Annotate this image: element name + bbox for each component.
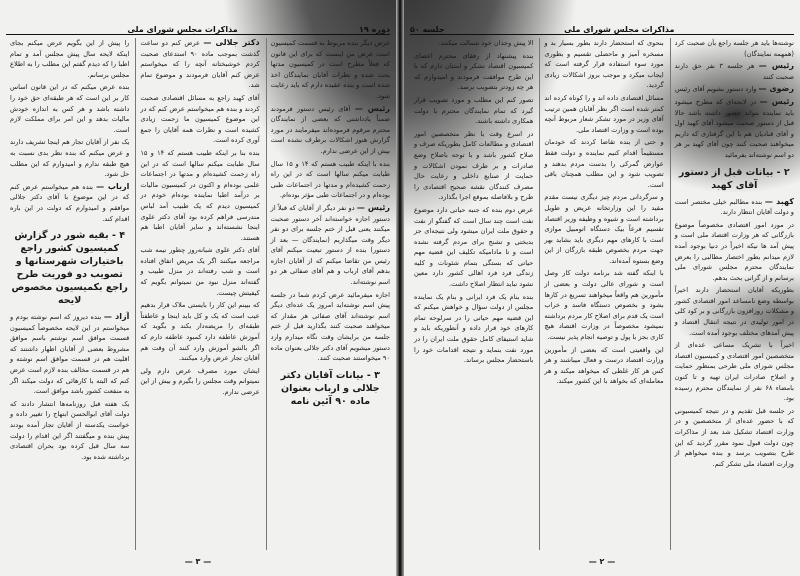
paragraph-text: و حتی از بنده تقاضا کردند که خودمان مستقیماً اقدام کنیم نماینده و دولت فقط عوارض گمرکی را بدست مردم بدهند و تصویب شود و این مطلب همچنان باقی است. bbox=[544, 138, 664, 189]
text-column bbox=[539, 38, 663, 550]
paragraph-text: بنده بنام یک فرد ایرانی و بنام یک نماینده مجلس از دولت سؤال و خواهش میکنم که این قضیه مهم حیاتی را در سرلوحه تمام کارهای خود قرار داده و آنطوریکه باید و شاید استیفای کامل حقوق ملت ایران را در مورد نفت بنماید و نتیجه اقدامات خود را باستحضار مجلس برساند. bbox=[414, 292, 534, 365]
paragraph-text: با اینکه گفته شد برنامه دولت کار وصل است و شورای عالی دولت و بعضی از مأمورین هم واقعاً میخواهند تسریع در کارها بشود و بخصوص دستگاه فاسد و خراب است یک قدم برای اصلاح کار مردم برداشته نمیشود مخصوصاً در وزارت اقتصاد هیچ کاری بجز با پول و توصیه انجام پذیر نیست. bbox=[544, 269, 664, 342]
paragraph-text: در اسرع وقت با نظر متخصصین امور اقتصادی و مطالعات کامل بطوریکه صرف و صلاح کشور باشد و با توجه باصلاح وضع صادرات و بر طرف نمودن اشکالات و حمایت از صنایع داخلی و رعایت حال مصرف کنندگان نقشه صحیح اقتصادی را طرح و بلافاصله بموقع اجرا بگذارد. bbox=[414, 129, 534, 202]
paragraph bbox=[675, 285, 794, 338]
paragraph-text: این واقعیتی است که بعضی از مأمورین وزارت اقتصاد درست و فعال میباشند و هر کس هر کار غلطی که میخواهد میکند و هر معامله‌ای که بخواهد با این کشور میکند. bbox=[544, 345, 664, 386]
paragraph-text: اخیراً با تشریک مساعی عده‌ای از متخصصین امور اقتصادی و کمیسیون اقتصاد مجلس شورای ملی طرحی بمنظور حمایت و اصلاح صادرات ایران تهیه و تا کنون بامضاء ۶۸ نفر از نمایندگان محترم رسیده بود. bbox=[674, 341, 794, 403]
paragraph bbox=[140, 245, 259, 298]
paragraph-text: عرض دیگر بنده مربوط به قسمت کمیسیون است عرض من اینست که برای این قانون که فعلاً مطرح است در کمیسیون مدتها بحث شده و نظرات آقایان نمایندگان اخذ شده است و بنده عقیده دارم که باید رعایت شود. bbox=[270, 39, 390, 100]
paragraph-text: دو نفر دیگر از آقایان که قبلاً از دستور اجازه خواسته‌اند آخر دستور صحبت میکنند یعنی قبل از ختم جلسه برای دو نفر دیگر وقت میگذاریم (نمایندگان — بعد از دستور) بنده از دستور تبعیت میکنم آقای رئیس من تقاضا میکنم که از آقایان اجازه بدهم آقای ارباب و هم آقای صفائی هر دو اسم نوشته‌اند. bbox=[270, 203, 390, 287]
paragraph-text: ایشان مورد مصرف عرض دارم ولی نمیتوانم وقت مجلس را بگیرم و بیش از این عرضی ندارم. bbox=[140, 366, 260, 396]
paragraph-text: مسائل اقتصادی داده اند و را کوتاه کرده اند کمتر شده است اگر نظر آقایان همین ترتیب آقای وزیر در مورد تشکر شعار مربوط آنچه بوده است و وزارت اقتصاد ملی. bbox=[544, 93, 664, 134]
paragraph-text: بطوریکه آقایان استحضار دارند اخیراً بواسطه وضع نامساعد امور اقتصادی کشور و مشکلات روزافزون بازرگانی و بر کود کلی در امور تولیدی در نتیجه انتقال اقتصاد و پیش آمدهای مختلف بوجود آمده است. bbox=[674, 286, 794, 337]
paragraph bbox=[544, 38, 663, 91]
paragraph bbox=[271, 290, 390, 364]
paragraph-text: آقای رئیس دستور فرمودند ضمناً یادداشتی که بعضی از نمایندگان محترم مرقوم فرموده‌اند میفرمایند در مورد گزارش هنوز اشکالات برطرف نشده است بیش از این عرضی ندارم. bbox=[270, 104, 390, 155]
paragraph-text: در لایحه‌ای که مطرح میشود باید نماینده بتواند حضور داشته باشد حالا قبل از دستور صحبت میشود آقای کهبد اول و آقای قنادیان هم با این گرفتاری که داریم میخواهند صحبت کنند چون آقای کهبد بر هر دو اسم نوشته‌اند بفرمائید bbox=[674, 97, 794, 159]
session-number: جلسه ۵۰ bbox=[410, 25, 445, 34]
paragraph-text: آقای کهبد راجع به مسائل اقتصادی صحبت کردند و بنده هم میخواستم عرض کنم که در این موضوع کمیسیون ما زحمت زیادی کشیده است و نظرات همه آقایان را جمع آوری کرده است. bbox=[140, 93, 260, 145]
paragraph-text: بنده با اینکه طبیب هستم که ۱۴ و ۱۵ سال طبابت میکنم سالها است که در این راه زحمت کشیده‌ام و مدتها در اجتماعات طبی بوده‌ام و در اجتماعات طبی مؤثر بوده‌ام. bbox=[270, 159, 390, 200]
text-column bbox=[670, 38, 794, 550]
paragraph bbox=[10, 399, 129, 463]
publication-title: مذاکرات مجلس شورای ملی bbox=[564, 25, 675, 34]
paragraph-text: نوشته‌ها باید هر جلسه راجع بآن صحبت کرد (همهمه نمایندگان) bbox=[674, 39, 794, 58]
text-column bbox=[135, 38, 259, 550]
paragraph-text: عرض دوم بنده که جنبه حیاتی دارد موضوع نفت است چند سال است که گفتگو از نفت و حقوق ملت ایران میشود ولی نتیجه‌ای جز بدبختی و تشنج برای مردم گرفته نشده است و تا مادامیکه تکلیف این قضیه مهم حیاتی که بستگی بتمام شئونات و کلیه زندگی فرد فرد اهالی کشور دارد معین نشود نباید انتظار اصلاح داشت. bbox=[414, 205, 534, 289]
text-column bbox=[266, 38, 390, 550]
paragraph-text: بنده دیروز که اسم نوشته بودم و میخواستم در این لایحه مخصوصاً کمیسیون قسمت موافق اسم نوشتم باسم موافق مشروط بعضی از آقایان اظهار داشتند که اقلیت هم در قسمت موافق اسم نوشته و هم در قسمت مخالف بنده لازم است عرض کنم که البته با کارهائی که دولت میکند اگر به منفعت کشور باشد موافق است. bbox=[10, 313, 130, 396]
paragraph bbox=[140, 366, 259, 398]
paragraph bbox=[544, 137, 663, 190]
paragraph-text: بنده بنا بر اینکه طبیب هستم که ۱۴ و ۱۵ سال طبابت میکنم سالها است که در این راه زحمت کشیده‌ام و مدتها در اجتماعات علمی بوده‌ام و اکنون در کمیسیون مالیات بر درآمد اطبا نماینده بوده‌ام خودم در کمیسیون دیدم که یک طبیب آمد لباس مندرسی فراهم کرده بود آقای دکتر علوی اینجا نشسته‌اند و سایر آقایان اطبا هم هستند. bbox=[140, 148, 260, 242]
speaker-name: دکتر جلالی — bbox=[203, 38, 260, 47]
paragraph bbox=[675, 197, 794, 218]
paragraph-text: آقای دکتر علوی شبانه‌روز چطور نیمه شب مراجعه میکنند اگر یک مریض اتفاق افتاده است و شب رفته‌اند در منزل طبیب و گفته‌اند منزل نبود من نمیتوانم بگویم که کیفیتش چیست. bbox=[140, 246, 260, 297]
right-page-header bbox=[410, 22, 794, 35]
right-page bbox=[404, 0, 800, 576]
paragraph bbox=[271, 203, 390, 288]
paragraph bbox=[675, 406, 794, 470]
paragraph bbox=[675, 220, 794, 284]
paragraph-text: هر جلسه ۳ نفر حق دارند صحبت کنند bbox=[674, 62, 794, 81]
paragraph-text: وارد دستور بشویم آقای رئیس bbox=[674, 85, 757, 94]
page-number: — ۳ — bbox=[184, 557, 212, 566]
paragraph-text: یک هفته قبل روزنامه‌ها انتشار دادند که دولت آقای ابوالحسن ابتهاج را تغییر داده و خواست یکدسته از آقایان تجار آمده بودند پیش بنده و میگفتند اگر این اقدام را دولت سه سال قبل کرده بود بحران اقتصادی برداشته شده بود. bbox=[10, 399, 130, 461]
paragraph-text: در جلسه قبل تقدیم و در نتیجه کمیسیونی که با حضور عده‌ای از متخصصین و در وزارت اقتصاد تشکیل شد بعد از مذاکرات چون دولت قبول نمود مقرر گردید که این طرح بتصویب برسد و بنده میخواهم از وزارت اقتصاد ملی تشکر کنم. bbox=[674, 406, 794, 468]
paragraph bbox=[414, 95, 533, 127]
speaker-name: رضوی — bbox=[758, 84, 794, 94]
right-page-columns bbox=[410, 38, 794, 550]
paragraph-text: در مورد امور اقتصادی مخصوصاً موضوع بازرگانی که هر وزارت اقتصاد ملی است و پیش آمد ها نیکه اخیراً در دنیا بوجود آمده لازم میدانم بطور اختصار مطالبی را بعرض نمایندگان محترم مجلس شورای ملی برسانم و از گرانی بحث بدهم. bbox=[674, 220, 794, 282]
paragraph-text: را پیش از این بگویم عرض میکنم بجای اینکه لایحه سال پیش مجلس آمد و تمام اطبا را که دیدم گفتم این مطلب را به اطلاع مجلس برسانم. bbox=[10, 39, 130, 79]
paragraph bbox=[675, 340, 794, 404]
speaker-name: رئیس — bbox=[354, 103, 390, 113]
paragraph bbox=[271, 159, 390, 201]
text-column bbox=[410, 38, 533, 550]
paragraph bbox=[414, 129, 533, 203]
speaker-name: رئیس — bbox=[759, 96, 794, 106]
paragraph bbox=[675, 84, 794, 95]
paragraph bbox=[544, 345, 663, 387]
paragraph bbox=[140, 148, 259, 243]
paragraph bbox=[10, 312, 129, 397]
paragraph bbox=[10, 38, 129, 80]
paragraph bbox=[544, 93, 663, 135]
publication-title: مذاکرات مجلس شورای ملی bbox=[127, 25, 238, 34]
speaker-name: رئیس — bbox=[758, 61, 794, 71]
left-page-columns bbox=[6, 38, 390, 550]
speaker-name: کهبد — bbox=[764, 196, 794, 206]
paragraph-text: الا پیش وجدان خود شمالت میکنند. bbox=[438, 39, 534, 47]
paragraph-text: بنده عرض میکنم که در این قانون اساس کار بر این است که هر طبقه‌ای حق خود را داشته باشد و هر کس به اندازه خودش مالیات بدهد و این امر برای مملکت لازم است. bbox=[10, 83, 130, 134]
paragraph bbox=[271, 104, 390, 157]
paragraph bbox=[544, 268, 663, 342]
section-heading: ۴ - بقیه شور در گزارش کمیسیون کشور راجع باختیارات شهرستانها و تصویب دو فوریت طرح راجع بکمیسیون مخصوص لایحه bbox=[11, 230, 128, 307]
paragraph-text: تصور کنم این مطلب و مورد تصویب قرار گیرد که تمام نمایندگان محترم با دولت همکاری داشته باشند. bbox=[414, 95, 534, 126]
speaker-name: آزاد — bbox=[103, 312, 130, 322]
paragraph-text: یک نفر از آقایان تجار هم اینجا تشریف دارند و عرض میکنم که بنده نظر بدی نسبت به هیچ طبقه ندارم و امیدوارم که این مطلب حل شود. bbox=[10, 138, 130, 179]
paragraph bbox=[140, 300, 259, 364]
page-gutter bbox=[396, 0, 404, 576]
paragraph-text: بنده پیشنهاد از رفقای محترم اعضای کمیسیون اقتصاد تشکر و امتنان دارم که با این طرح موافقت فرمودند و امیدوارم که هر چه زودتر بتصویب برسد. bbox=[414, 51, 534, 92]
paragraph-text: و سرگردانی مردم چیز دیگری نیست مقدم مقید را این وزارتخانه عریض و طویل برداشته است و شیوه و وظیفه وزیر اقتصاد تقسیم فرعاً بیک دستگاه اتومبیل موازی است با کارهای مهم دیگری باید بشاید بهر جهت مردم بخصوص طبقه بازرگان از این وضع بستوه آمده‌اند. bbox=[544, 193, 664, 265]
paragraph bbox=[10, 137, 129, 179]
paragraph bbox=[140, 38, 259, 91]
section-heading: ۳ - بیانات آقایان دکتر جلالی و ارباب بعنوان ماده ۹۰ آئین نامه bbox=[280, 369, 380, 407]
paragraph bbox=[140, 93, 259, 146]
paragraph-text: بنده مطالبم خیلی مختصر است و دولت آقایان انتظار دارند. bbox=[674, 197, 794, 217]
paragraph bbox=[675, 97, 794, 161]
paragraph bbox=[675, 38, 794, 59]
paragraph-text: اجازه میفرمائید عرض کردم شما در جلسه پیش اسم نوشته‌اید امروز یک عده‌ای دیگر اسم نوشته‌اند آقای صفائی هر مقدار که میخواهند صحبت کنند بگذارید قبل از ختم جلسه من برایشان وقت نگاه میدارم وارد دستور میشویم آقای دکتر جلالی بعنوان ماده ۹۰ میخواستند صحبت کنند. bbox=[270, 290, 390, 363]
section-heading: ۲ - بیانات قبل از دستور آقای کهبد bbox=[678, 166, 790, 191]
issue-number: دوره ۱۹ bbox=[359, 25, 390, 34]
left-page bbox=[0, 0, 396, 576]
paragraph-text: عرض کنم دو ساعت گذشت بموجب ماده ۹۰ استدعای صحبت کردم خوشبختانه آنچه را که میخواستم عرض کنم آقایان فرمودند و موضوع تمام شد. bbox=[140, 39, 260, 90]
paragraph bbox=[10, 182, 129, 224]
left-page-header bbox=[6, 22, 390, 35]
paragraph-text: که ببینم این کار را بایستی ملاک قرار بدهیم عیب است که یک و کل باید اینجا و عاطفتاً طبقه‌ای را مریضه‌دار بکند و بگوید که آموزش عاطفه دارد کمبود عاطفه دارم که اگر بالشو آموزش وارد کنند آن وقت هم آقایان تجار عرض وارد میکنند. bbox=[140, 301, 260, 363]
paragraph bbox=[414, 38, 533, 49]
text-column bbox=[6, 38, 129, 550]
paragraph bbox=[544, 192, 663, 266]
paragraph bbox=[414, 292, 533, 366]
page-number: — ۲ — bbox=[588, 557, 616, 566]
paragraph-text: بنحوی که استحضار دارند بطور بسیار بد و مسخره آمیز و ماحصلی تقسیم و بطوری مورد سوء استفاده قرار گرفته است که ایجاب میکرد و موجب بروز اشکالات زیادی گردید. bbox=[544, 39, 664, 90]
paragraph bbox=[10, 82, 129, 135]
paragraph bbox=[271, 38, 390, 102]
paragraph bbox=[414, 51, 533, 93]
speaker-name: ارباب — bbox=[96, 181, 130, 191]
paragraph bbox=[414, 205, 533, 290]
paragraph bbox=[675, 61, 794, 82]
speaker-name: رئیس — bbox=[356, 202, 390, 212]
paragraph-text: بنده هم میخواستم عرض کنم که در این موضوع با آقای دکتر جلالی موافقم و امیدوارم که دولت در این باره اقدام کند. bbox=[10, 182, 130, 223]
